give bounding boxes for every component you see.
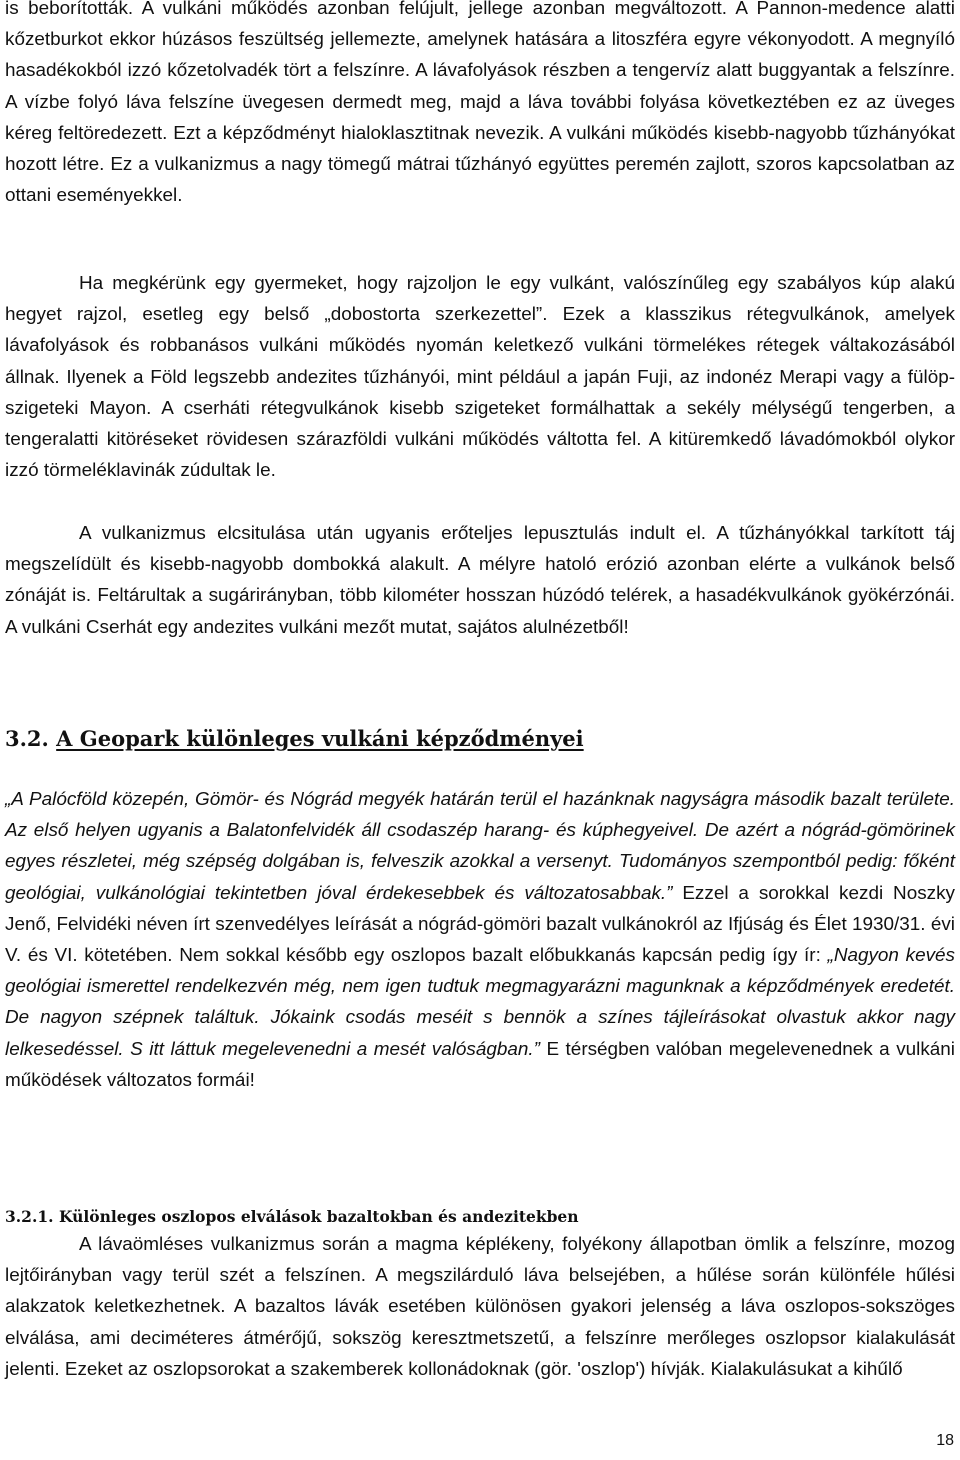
paragraph-erosion: A vulkanizmus elcsitulása után ugyanis erőteljes lepusztulás indult el. A tűzhányókkal tarkított táj megszelídült és kisebb-nagyobb dombokká alakult. A mélyre hatoló erózió azonban elérte a vulkánok belső zónáját is. Feltárultak a sugárirányban, több kilométer hosszan húzódó telérek, a hasadékvulkánok gyökérzónái. A vulkáni Cserhát egy andezites vulkáni mezőt mutat, sajátos alulnézetből! (5, 523, 955, 638)
section-title: A Geopark különleges vulkáni képződményei (56, 726, 584, 751)
paragraph-volcanic-renewal: is beborították. A vulkáni működés azonban felújult, jellege azonban megváltozott. A Pannon-medence alatti kőzetburkot ekkor húzásos feszültség jellemezte, amelynek hatására a litoszféra egyre vékonyodott. A megnyíló hasadékokból izzó kőzetolvadék tört a felszínre. A lávafolyások részben a tengervíz alatt buggyantak a felszínre. A vízbe folyó láva felszíne üvegesen dermedt meg, majd a láva további folyása következtében ez az üveges kéreg feltöredezett. Ezt a képződményt hialoklasztitnak nevezik. A vulkáni működés kisebb-nagyobb tűzhányókat hozott létre. Ez a vulkanizmus a nagy tömegű mátrai tűzhányó együttes peremén zajlott, szoros kapcsolatban az ottani eseményekkel. (5, 0, 955, 207)
quote-palocfold: „A Palócföld közepén, Gömör- és Nógrád megyék határán terül el hazánknak nagyságra második bazalt területe. Az első helyen ugyanis a Balatonfelvidék áll csodaszép harang- és kúphegyeivel. De azért a nógrád-gömörinek egyes részletei, még szépség dolgában is, felveszik azokkal a versenyt. Tudományos szempontból pedig: főként geológiai, vulkánológiai tekintetben jóval érdekesebbek és változatosabbak.” (5, 789, 955, 904)
section-heading-3-2-1 (5, 1203, 579, 1231)
text-conclusion: E térségben valóban megelevenednek a vulkáni működések változatos formái! (5, 1038, 955, 1091)
section-heading-3-2 (5, 722, 584, 756)
paragraph-columnar-jointing: A lávaömléses vulkanizmus során a magma képlékeny, folyékony állapotban ömlik a felszínre, mozog lejtőirányban vagy terül szét a felszínen. A megszilárduló láva belsejében, a hűlése során különféle hűlési alakzatok keletkezhetnek. A bazaltos lávák esetében különösen gyakori jelenség a láva oszlopos-sokszöges elválása, ami deciméteres átmérőjű, sokszög keresztmetszetű, a felszínre merőleges oszlopsor kialakulását jelenti. Ezeket az oszlopsorokat a szakemberek kollonádoknak (gör. 'oszlop') hívják. Kialakulásukat a kihűlő (5, 1234, 955, 1380)
subsection-number: 3.2.1. (5, 1207, 54, 1226)
section-number: 3.2. (5, 726, 49, 751)
text-noszky-intro: Ezzel a sorokkal kezdi Noszky Jenő, Felvidéki néven írt szenvedélyes leírását a nógrád-gömöri bazalt vulkánokról az Ifjúság és Élet 1930/31. évi V. és VI. kötetében. Nem sokkal később egy oszlopos bazalt előbukkanás kapcsán pedig így ír: (5, 882, 955, 967)
paragraph-noszky-quote (5, 784, 955, 1096)
quote-basalt-column: „Nagyon kevés geológiai ismerettel rendelkezvén még, nem igen tudtuk megmagyarázni magunknak a képződmények eredetét. De nagyon szépnek találtuk. Jókaink csodás meséit s bennök a színes tájleírásokat olvastuk akkor nagy lelkesedéssel. S itt láttuk megelevenedni a mesét valóságban.” (5, 945, 955, 1060)
subsection-title: Különleges oszlopos elválások bazaltokban és andezitekben (58, 1207, 579, 1226)
page-number: 18 (936, 1432, 954, 1449)
paragraph-stratovolcanoes: Ha megkérünk egy gyermeket, hogy rajzoljon le egy vulkánt, valószínűleg egy szabályos kúp alakú hegyet rajzol, esetleg egy belső „dobostorta szerkezettel”. Ezek a klasszikus rétegvulkánok, amelyek lávafolyások és robbanásos vulkáni működés nyomán keletkező vulkáni törmelékes rétegek váltakozásából állnak. Ilyenek a Föld legszebb andezites tűzhányói, mint például a japán Fuji, az indonéz Merapi vagy a fülöp-szigeteki Mayon. A cserháti rétegvulkánok kisebb szigeteket formálhattak a sekély mélységű tengerben, a tengeralatti kitöréseket rövidesen szárazföldi vulkáni működés váltotta fel. A kitüremkedő lávadómokból olykor izzó törmeléklavinák zúdultak le. (5, 273, 955, 482)
